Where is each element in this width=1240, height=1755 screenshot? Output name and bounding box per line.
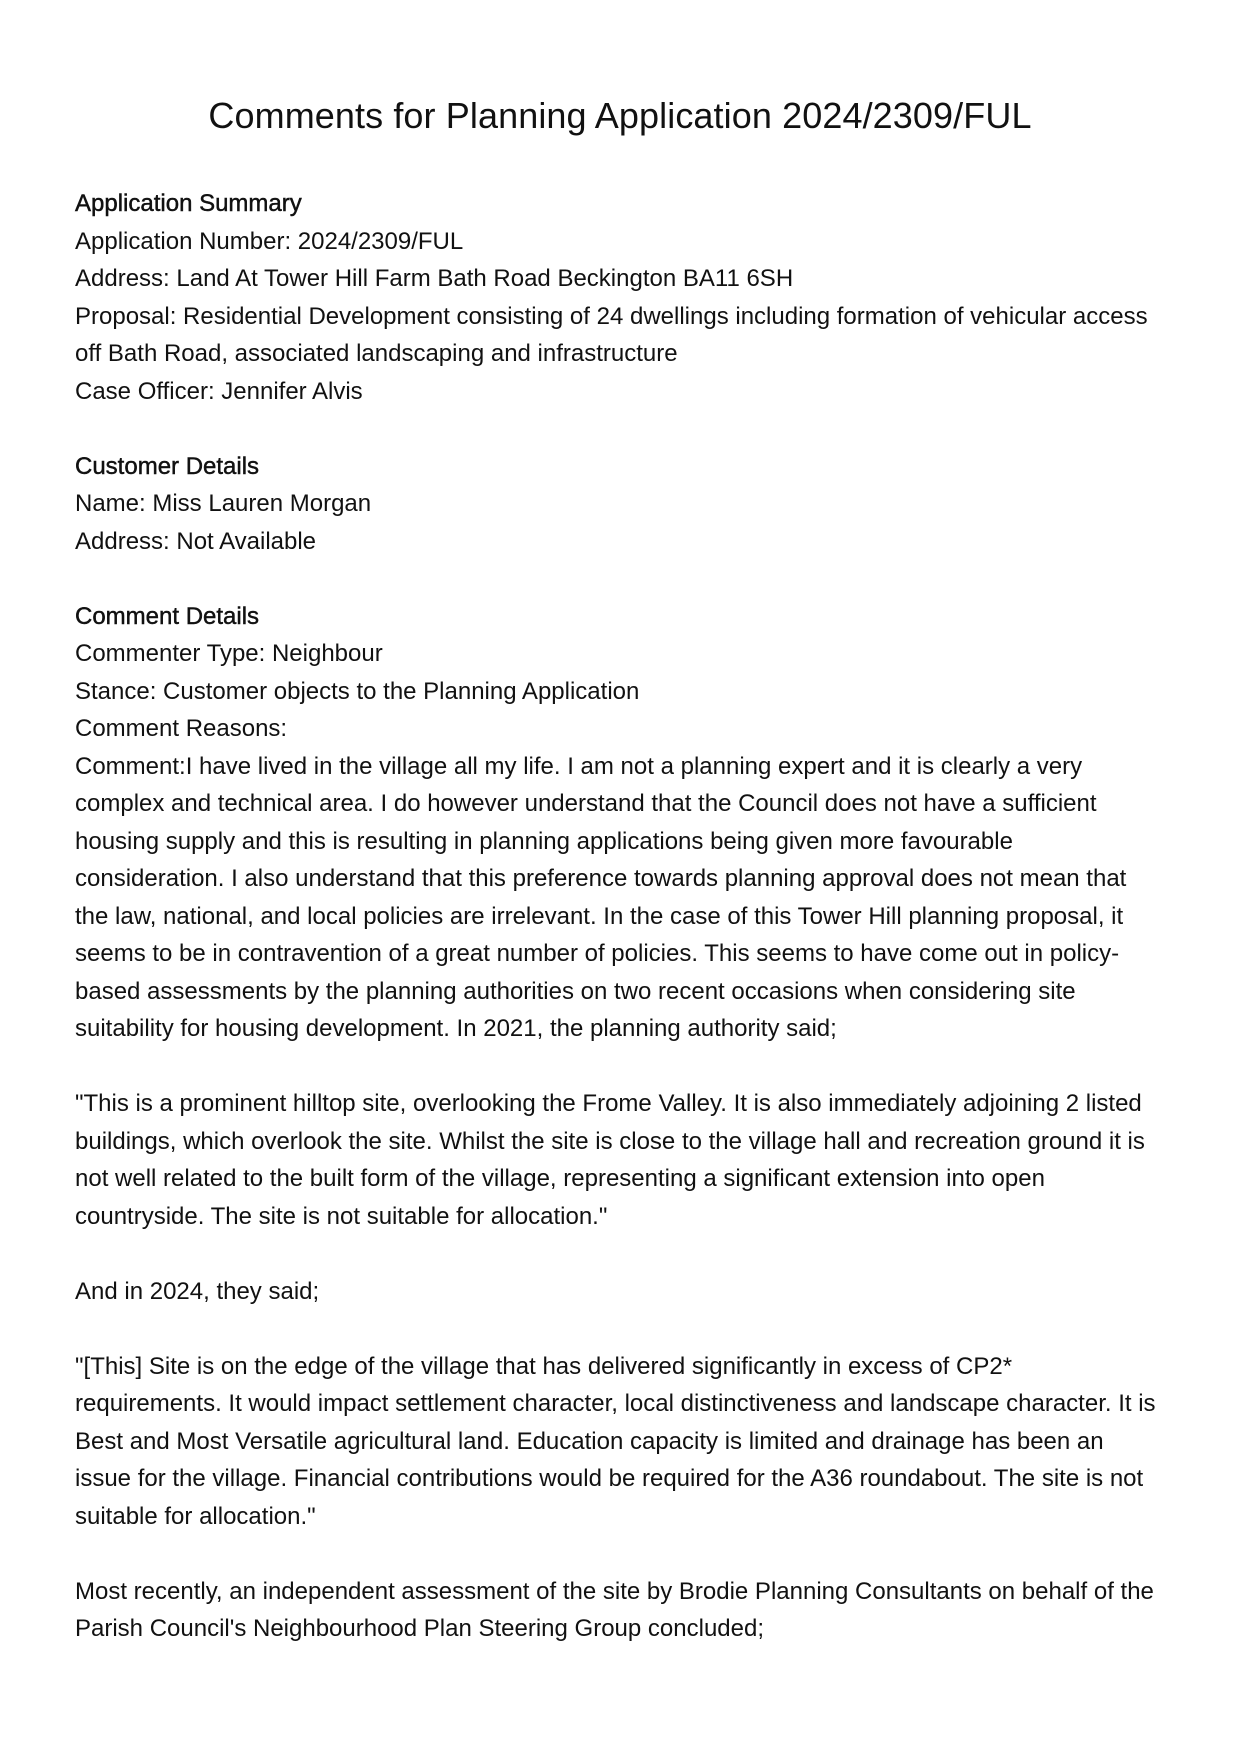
stance: Stance: Customer objects to the Planning Application (75, 677, 640, 705)
application-summary-heading: Application Summary (75, 190, 302, 217)
comment-details-section (75, 598, 1165, 1648)
application-number: Application Number: 2024/2309/FUL (75, 227, 464, 255)
page-title: Comments for Planning Application 2024/2309/FUL (208, 95, 1032, 136)
customer-name: Name: Miss Lauren Morgan (75, 490, 372, 517)
paragraph-spacer (75, 1535, 1165, 1573)
paragraph-spacer (75, 1310, 1165, 1348)
section-spacer (75, 560, 1165, 598)
comment-paragraph: Comment:I have lived in the village all my life. I am not a planning expert and it is clearly a very complex and technical area. I do however understand that the Council does not have a sufficient housing supply and this is resulting in planning applications being given more favourable consideration. I also understand that this preference towards planning approval does not mean that the law, national, and local policies are irrelevant. In the case of this Tower Hill planning proposal, it seems to be in contravention of a great number of policies. This seems to have come out in policy-based assessments by the planning authorities on two recent occasions when considering site suitability for housing development. In 2021, the planning authority said; (75, 752, 1127, 1042)
section-spacer (75, 410, 1165, 448)
comment-details-heading: Comment Details (75, 602, 260, 630)
paragraph-spacer (75, 1235, 1165, 1273)
application-proposal: Proposal: Residential Development consisting of 24 dwellings including formation of vehicular access off Bath Road, associated landscaping and infrastructure (75, 302, 1148, 367)
comment-paragraph: Most recently, an independent assessment of the site by Brodie Planning Consultants on behalf of the Parish Council's Neighbourhood Plan Steering Group concluded; (75, 1577, 1154, 1642)
comment-paragraph: And in 2024, they said; (75, 1277, 320, 1305)
customer-details-heading: Customer Details (75, 452, 260, 480)
case-officer: Case Officer: Jennifer Alvis (75, 377, 363, 405)
commenter-type: Commenter Type: Neighbour (75, 640, 383, 667)
comment-paragraph: "[This] Site is on the edge of the village that has delivered significantly in excess of CP2* requirements. It would impact settlement character, local distinctiveness and landscape character. It is Best and Most Versatile agricultural land. Education capacity is limited and drainage has been an issue for the village. Financial contributions would be required for the A36 roundabout. The site is not suitable for allocation." (75, 1352, 1156, 1530)
comment-paragraph: "This is a prominent hilltop site, overlooking the Frome Valley. It is also immediately adjoining 2 listed buildings, which overlook the site. Whilst the site is close to the village hall and recreation ground it is not well related to the built form of the village, representing a significant extension into open countryside. The site is not suitable for allocation." (75, 1090, 1145, 1230)
comment-reasons: Comment Reasons: (75, 715, 288, 742)
customer-details-section (75, 448, 1165, 561)
customer-address: Address: Not Available (75, 527, 317, 555)
paragraph-spacer (75, 1048, 1165, 1086)
application-summary-section (75, 185, 1165, 410)
application-address: Address: Land At Tower Hill Farm Bath Road Beckington BA11 6SH (75, 265, 794, 292)
